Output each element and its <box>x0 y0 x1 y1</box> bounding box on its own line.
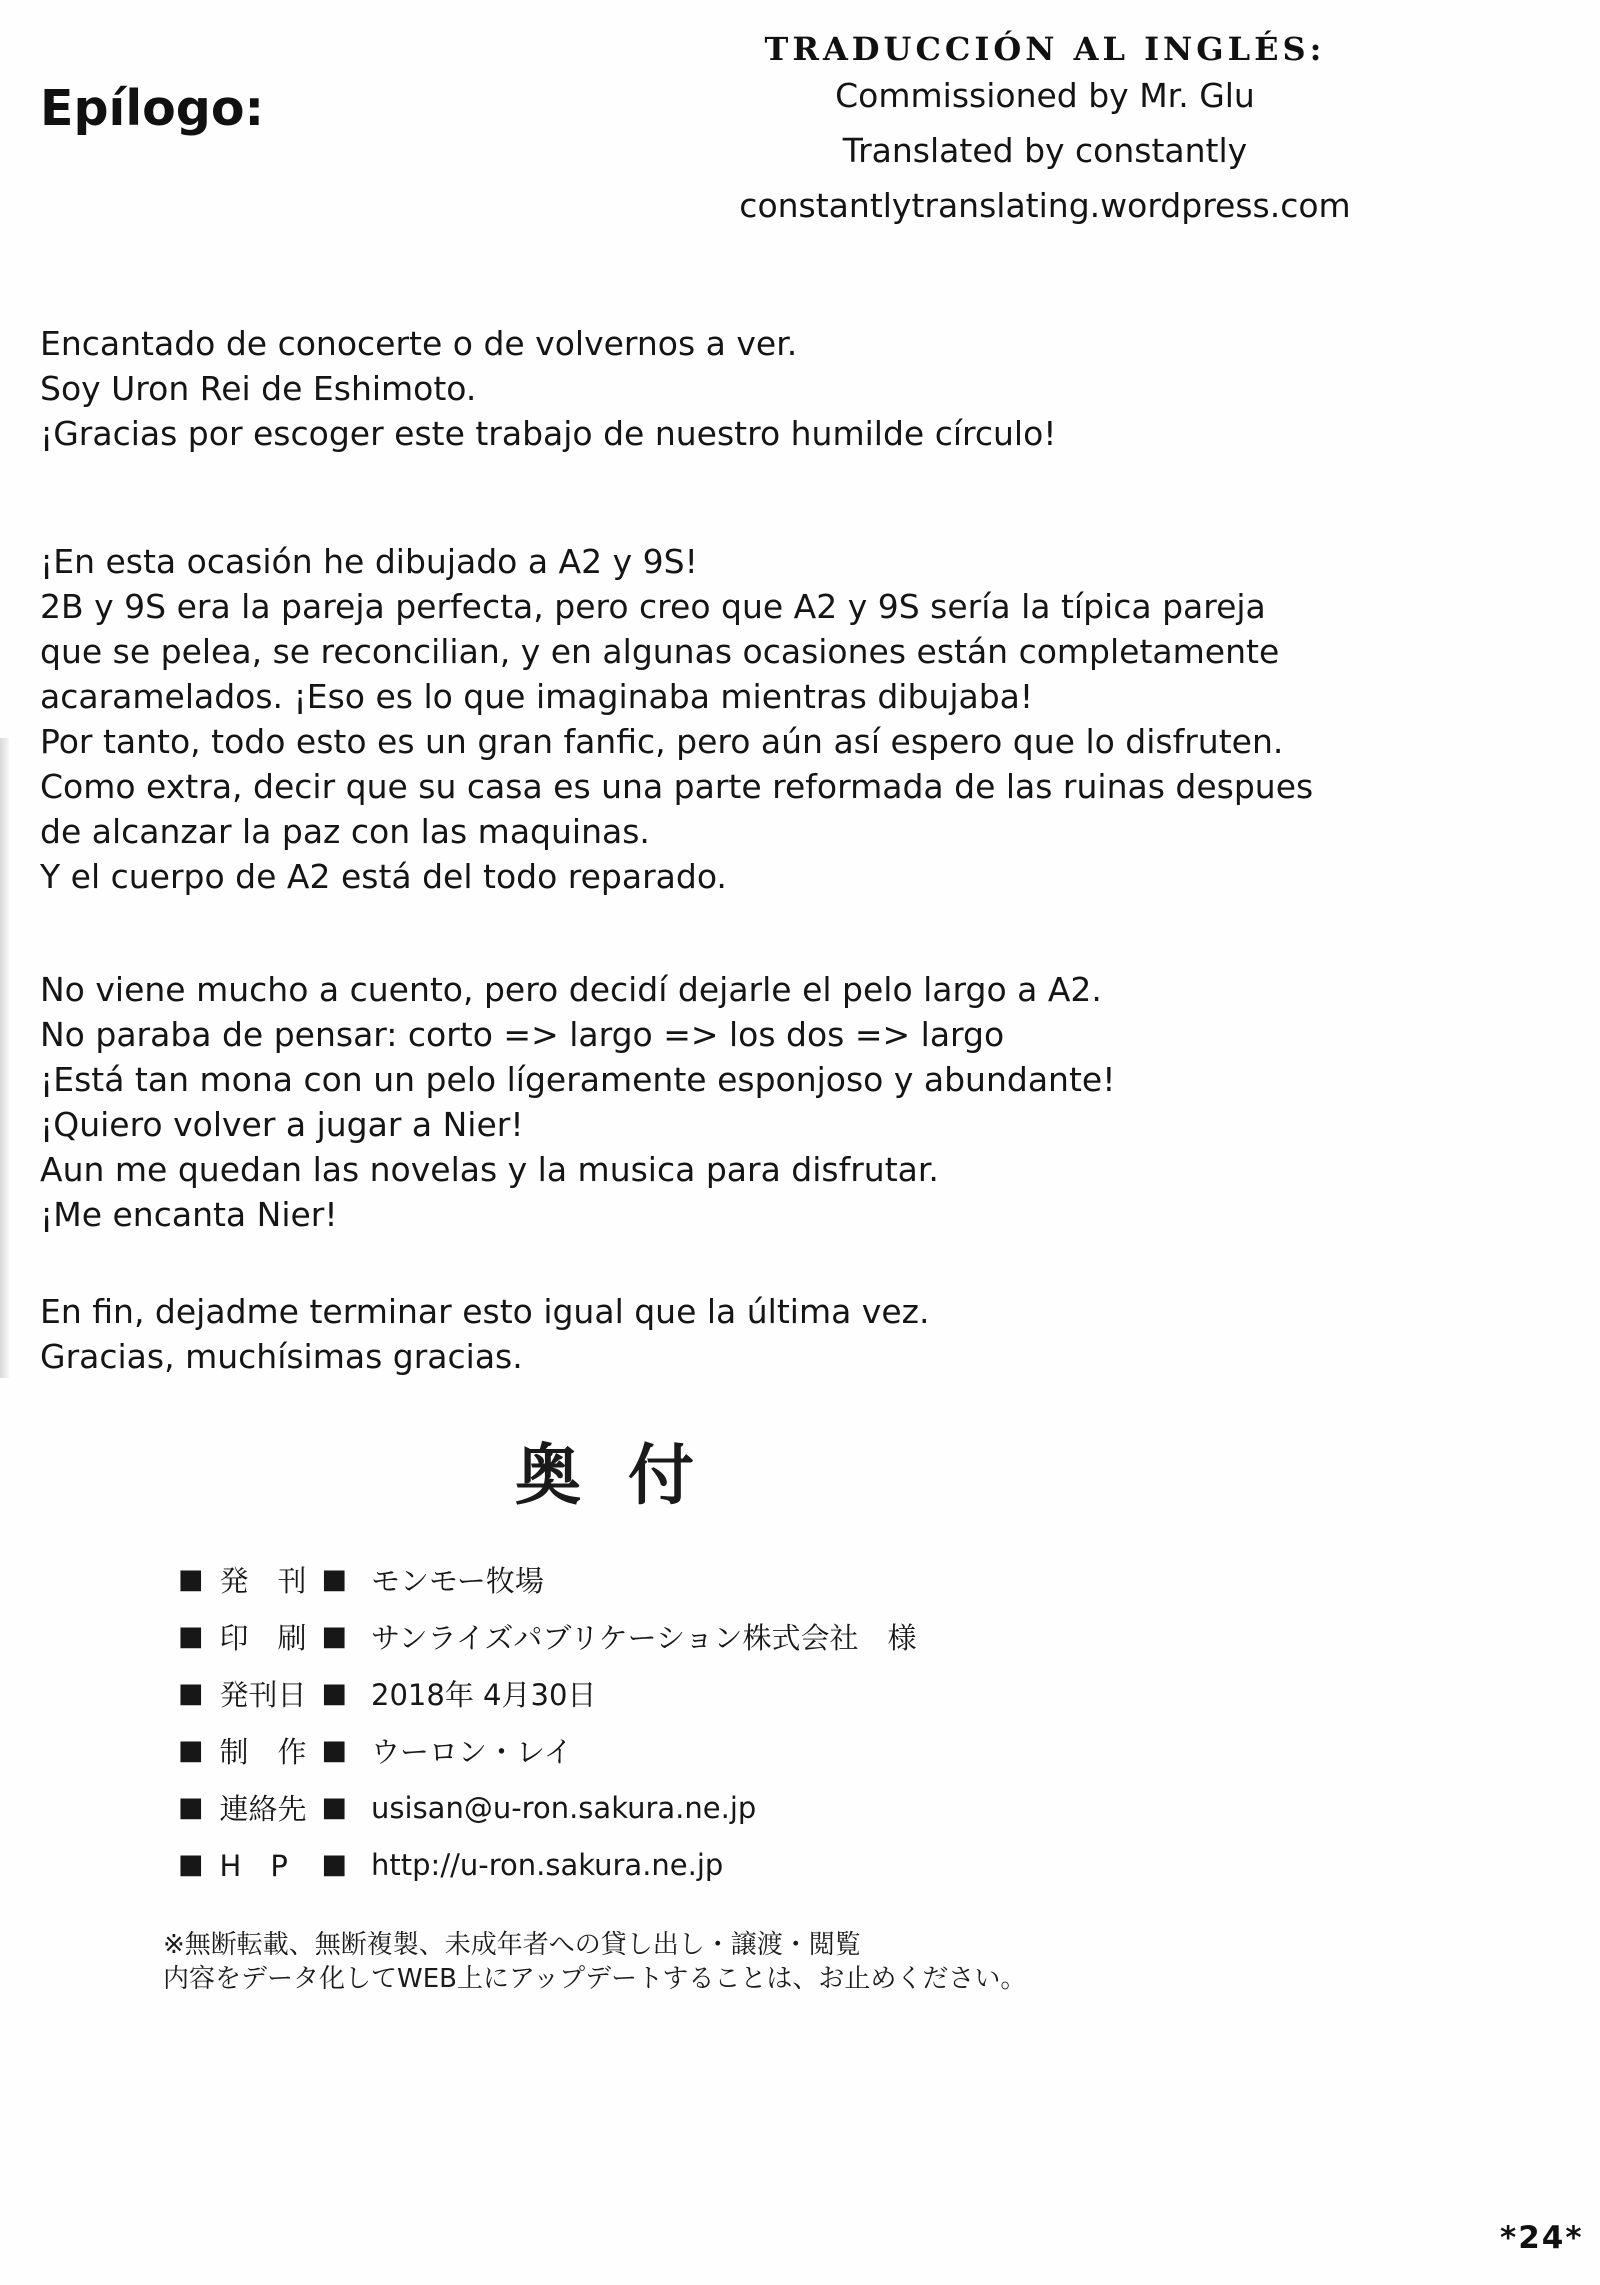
epilogue-body <box>40 266 1500 1379</box>
square-bullet-icon: ■ <box>321 1564 348 1595</box>
text-line: de alcanzar la paz con las maquinas. <box>40 812 650 851</box>
colophon-row-contact <box>178 1779 917 1836</box>
square-bullet-icon: ■ <box>321 1849 348 1880</box>
epilogue-heading: Epílogo: <box>40 80 265 137</box>
text-line: ¡En esta ocasión he dibujado a A2 y 9S! <box>40 542 698 581</box>
text-line: ¡Gracias por escoger este trabajo de nuestro humilde círculo! <box>40 414 1057 453</box>
colophon-row-production <box>178 1722 917 1779</box>
text-line: ¡Me encanta Nier! <box>40 1195 338 1234</box>
text-line: En fin, dejadme terminar esto igual que la última vez. <box>40 1292 930 1331</box>
text-line: No paraba de pensar: corto => largo => los dos => largo <box>40 1015 1005 1054</box>
text-line: acaramelados. ¡Eso es lo que imaginaba mientras dibujaba! <box>40 677 1034 716</box>
text-line: Aun me quedan las novelas y la musica para disfrutar. <box>40 1150 939 1189</box>
credits-commissioned: Commissioned by Mr. Glu <box>835 76 1255 115</box>
scan-edge-artifact <box>0 738 9 1378</box>
colophon-row-label: 連絡先 <box>219 1792 307 1826</box>
text-line: Y el cuerpo de A2 está del todo reparado. <box>40 857 727 896</box>
colophon-heading: 奥 付 <box>515 1437 706 1514</box>
translation-credits <box>470 30 1600 233</box>
square-bullet-icon: ■ <box>321 1678 348 1709</box>
credits-title: TRADUCCIÓN AL INGLÉS: <box>764 30 1326 68</box>
colophon-row-value: モンモー牧場 <box>371 1564 544 1598</box>
colophon-row-label: 発 刊 <box>219 1564 307 1598</box>
notice-line: 内容をデータ化してWEB上にアップデートすることは、お止めください。 <box>163 1964 1027 1994</box>
copyright-notice <box>163 1928 1026 1996</box>
colophon-row-printer <box>178 1608 917 1665</box>
colophon-row-publish-date <box>178 1665 917 1722</box>
colophon-row-value: サンライズパブリケーション株式会社 様 <box>371 1621 917 1655</box>
page-number: *24* <box>1500 2220 1584 2256</box>
square-bullet-icon: ■ <box>178 1792 204 1823</box>
square-bullet-icon: ■ <box>321 1621 348 1652</box>
colophon-row-value: ウーロン・レイ <box>371 1735 573 1769</box>
colophon-table <box>178 1551 917 1893</box>
credits-website: constantlytranslating.wordpress.com <box>739 186 1351 225</box>
square-bullet-icon: ■ <box>178 1621 204 1652</box>
text-line: Por tanto, todo esto es un gran fanfic, pero aún así espero que lo disfruten. <box>40 722 1284 761</box>
text-line: Encantado de conocerte o de volvernos a ver. <box>40 324 798 363</box>
square-bullet-icon: ■ <box>178 1849 204 1880</box>
colophon-row-value: http://u-ron.sakura.ne.jp <box>371 1847 724 1882</box>
colophon-row-homepage <box>178 1836 917 1893</box>
text-line: ¡Quiero volver a jugar a Nier! <box>40 1105 524 1144</box>
square-bullet-icon: ■ <box>321 1735 348 1766</box>
square-bullet-icon: ■ <box>178 1735 204 1766</box>
colophon-row-label: H P <box>219 1849 288 1883</box>
colophon-row-label: 印 刷 <box>219 1621 307 1655</box>
text-line: No viene mucho a cuento, pero decidí dejarle el pelo largo a A2. <box>40 970 1102 1009</box>
notice-line: ※無断転載、無断複製、未成年者への貸し出し・譲渡・閲覧 <box>163 1930 861 1960</box>
text-line: que se pelea, se reconcilian, y en algunas ocasiones están completamente <box>40 632 1280 671</box>
credits-translated: Translated by constantly <box>842 131 1248 170</box>
text-line: ¡Está tan mona con un pelo lígeramente esponjoso y abundante! <box>40 1060 1116 1099</box>
colophon-row-label: 発刊日 <box>219 1678 307 1712</box>
square-bullet-icon: ■ <box>178 1564 204 1595</box>
text-line: Como extra, decir que su casa es una parte reformada de las ruinas despues <box>40 767 1314 806</box>
square-bullet-icon: ■ <box>321 1792 348 1823</box>
text-line: Soy Uron Rei de Eshimoto. <box>40 369 477 408</box>
text-line: 2B y 9S era la pareja perfecta, pero creo que A2 y 9S sería la típica pareja <box>40 587 1266 626</box>
colophon-row-value: usisan@u-ron.sakura.ne.jp <box>371 1790 757 1825</box>
text-line: Gracias, muchísimas gracias. <box>40 1337 523 1376</box>
colophon-row-value: 2018年 4月30日 <box>371 1678 597 1712</box>
colophon-row-label: 制 作 <box>219 1735 307 1769</box>
square-bullet-icon: ■ <box>178 1678 204 1709</box>
colophon-row-publisher <box>178 1551 917 1608</box>
